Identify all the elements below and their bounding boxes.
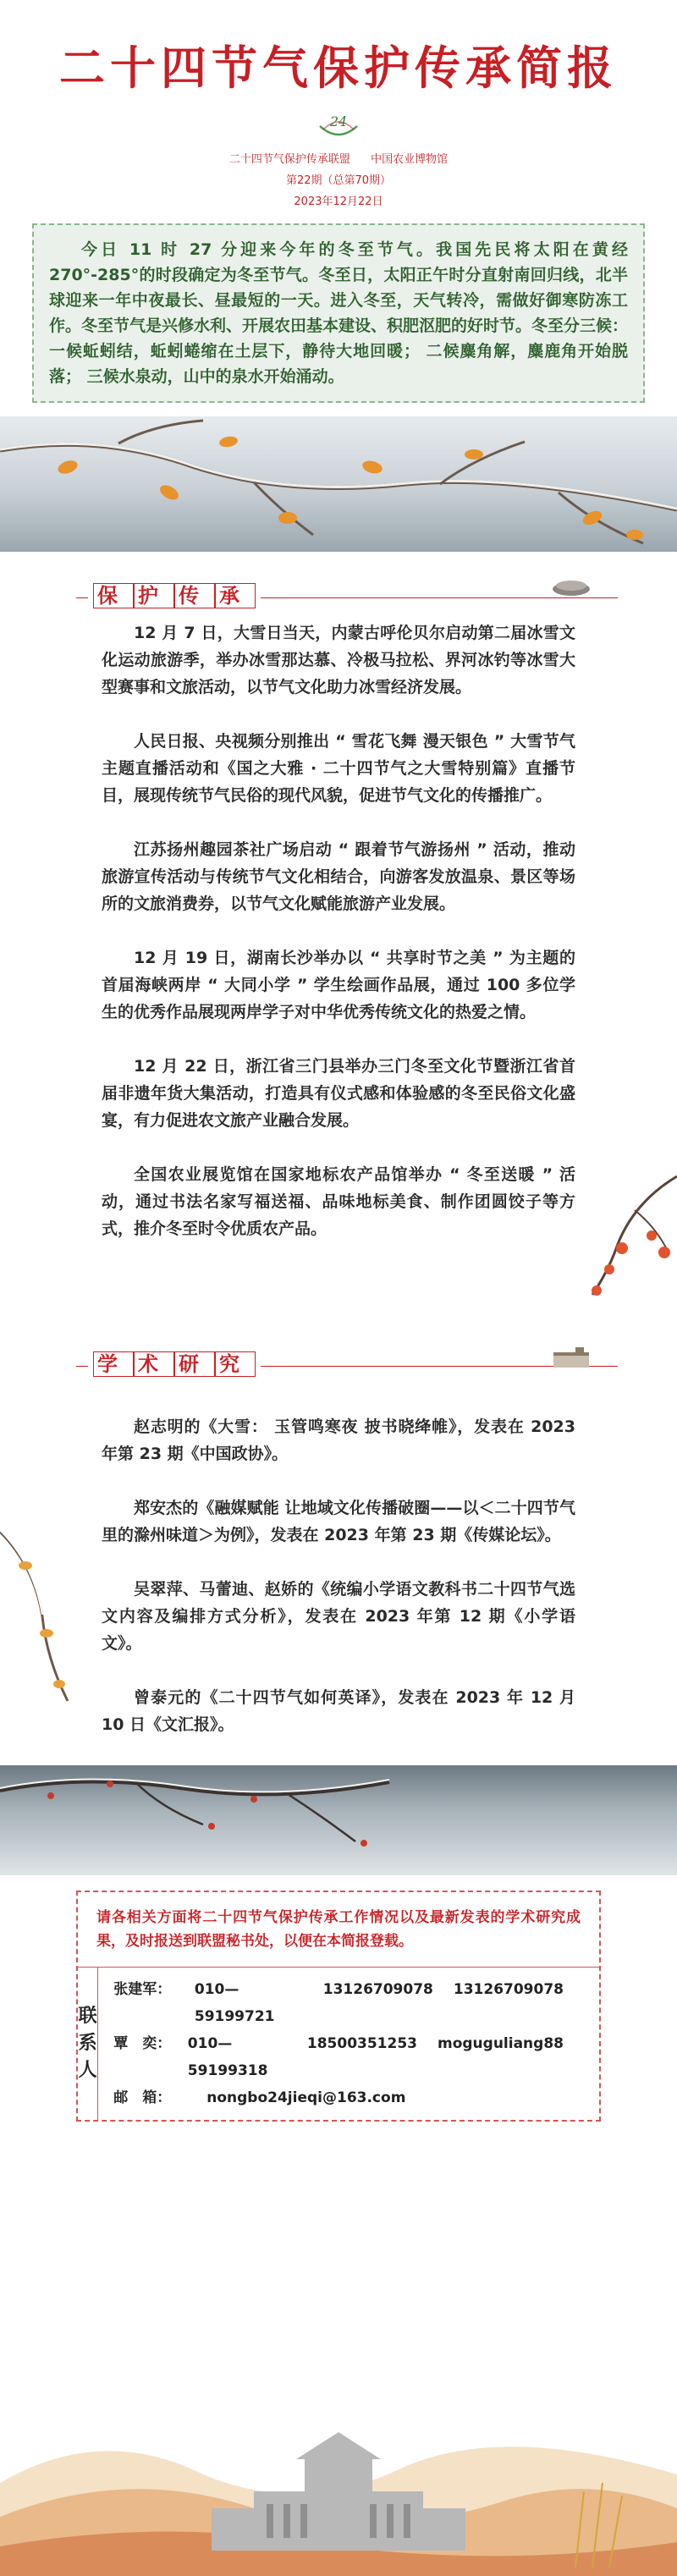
issue-date: 2023年12月22日 (294, 195, 383, 208)
intro-box (32, 223, 645, 403)
snow-branch-decoration (0, 1515, 76, 1713)
submission-notice: 请各相关方面将二十四节气保护传承工作情况以及最新发表的学术研究成果，及时报送到联盟秘书处，以便在本简报登载。 (78, 1892, 599, 1968)
news-paragraph: 人民日报、央视频分别推出 “ 雪花飞舞 漫天银色 ” 大雪节气主题直播活动和《国之大雅 · 二十四节气之大雪特别篇》直播节目，展现传统节气民俗的现代风貌，促进节气文化的传播推广。 (102, 732, 575, 805)
section-research-body (0, 1413, 677, 1738)
contact-row: 邮 箱： nongbo24jieqi@163.com (113, 2084, 584, 2111)
museum-building-illustration (0, 2390, 677, 2576)
section-protection-body (0, 619, 677, 1242)
snow-branch-image (0, 416, 677, 552)
inkstone-icon (550, 575, 592, 601)
section-protection-heading (0, 560, 677, 619)
solar-terms-logo (313, 106, 364, 145)
org-line (0, 150, 677, 166)
contact-label: 联 系 人 (78, 1968, 98, 2120)
page-title: 二十四节气保护传承简报 (59, 41, 618, 95)
intro-text: 今日 11 时 27 分迎来今年的冬至节气。我国先民将太阳在黄经 270°-285°的时段确定为冬至节气。冬至日，太阳正午时分直射南回归线，北半球迎来一年中夜最长、昼最短的一天。进入冬至，天气转冷，需做好御寒防冻工作。冬至节气是兴修水利、开展农田基本建设、积肥沤肥的好时节。冬至分三候： 一候蚯蚓结，蚯蚓蜷缩在土层下，静待大地回暖； 二候麋角解，麋鹿角开始脱落； 三候水泉动，山中的泉水开始涌动。 (49, 240, 629, 386)
news-paragraph: 全国农业展览馆在国家地标农产品馆举办 “ 冬至送暖 ” 活动，通过书法名家写福送福、品味地标美食、制作团圆饺子等方式，推介冬至时令优质农产品。 (102, 1165, 575, 1238)
section-research-heading (0, 1329, 677, 1388)
contact-table (78, 1968, 599, 2120)
section-title: 保 护 传 承 (88, 579, 261, 608)
news-paragraph: 12 月 22 日，浙江省三门县举办三门冬至文化节暨浙江省首届非遗年货大集活动，打造具有仪式感和体验感的冬至民俗文化盛宴，有力促进农文旅产业融合发展。 (102, 1057, 575, 1130)
issue-number: 第22期（总第70期） (285, 174, 392, 187)
header (0, 0, 677, 208)
research-paragraph: 郑安杰的《融媒赋能 让地域文化传播破圈——以＜二十四节气里的滁州味道＞为例》，发表在 2023 年第 23 期《传媒论坛》。 (102, 1499, 575, 1544)
org-museum: 中国农业博物馆 (371, 153, 449, 166)
email-address: nongbo24jieqi@163.com (206, 2089, 406, 2106)
winter-lake-image (0, 1765, 677, 1875)
contact-row: 覃 奕： 010—59199318 18500351253 moguguliang88 (113, 2035, 564, 2079)
section-title: 学 术 研 究 (88, 1347, 261, 1377)
research-paragraph: 曾泰元的《二十四节气如何英译》，发表在 2023 年 12 月 10 日《文汇报》。 (102, 1688, 575, 1734)
research-paragraph: 吴翠萍、马蕾迪、赵娇的《统编小学语文教科书二十四节气选文内容及编排方式分析》，发表在 2023 年第 12 期《小学语文》。 (102, 1580, 575, 1653)
book-icon (550, 1344, 592, 1378)
org-alliance: 二十四节气保护传承联盟 (228, 153, 350, 166)
contact-rows (98, 1968, 599, 2120)
research-paragraph: 赵志明的《大雪： 玉管鸣寒夜 披书晓绛帷》，发表在 2023 年第 23 期《中国政协》。 (102, 1417, 575, 1463)
contact-box (76, 1891, 601, 2122)
news-paragraph: 12 月 7 日，大雪日当天，内蒙古呼伦贝尔启动第二届冰雪文化运动旅游季，举办冰雪那达慕、冷极马拉松、界河冰钓等冰雪大型赛事和文旅活动，以节气文化助力冰雪经济发展。 (102, 624, 575, 696)
logo-text: 24 (329, 113, 348, 129)
news-paragraph: 12 月 19 日，湖南长沙举办以 “ 共享时节之美 ” 为主题的首届海峡两岸 “ 大同小学 ” 学生绘画作品展，通过 100 多位学生的优秀作品展现两岸学子对中华优秀传统文化的热爱之情。 (102, 949, 575, 1021)
persimmon-branch-decoration (584, 1168, 677, 1307)
news-paragraph: 江苏扬州趣园茶社广场启动 “ 跟着节气游扬州 ” 活动，推动旅游宣传活动与传统节气文化相结合，向游客发放温泉、景区等场所的文旅消费券，以节气文化赋能旅游产业发展。 (102, 840, 575, 913)
contact-row: 张建军： 010—59199721 13126709078 13126709078 (113, 1981, 564, 2025)
